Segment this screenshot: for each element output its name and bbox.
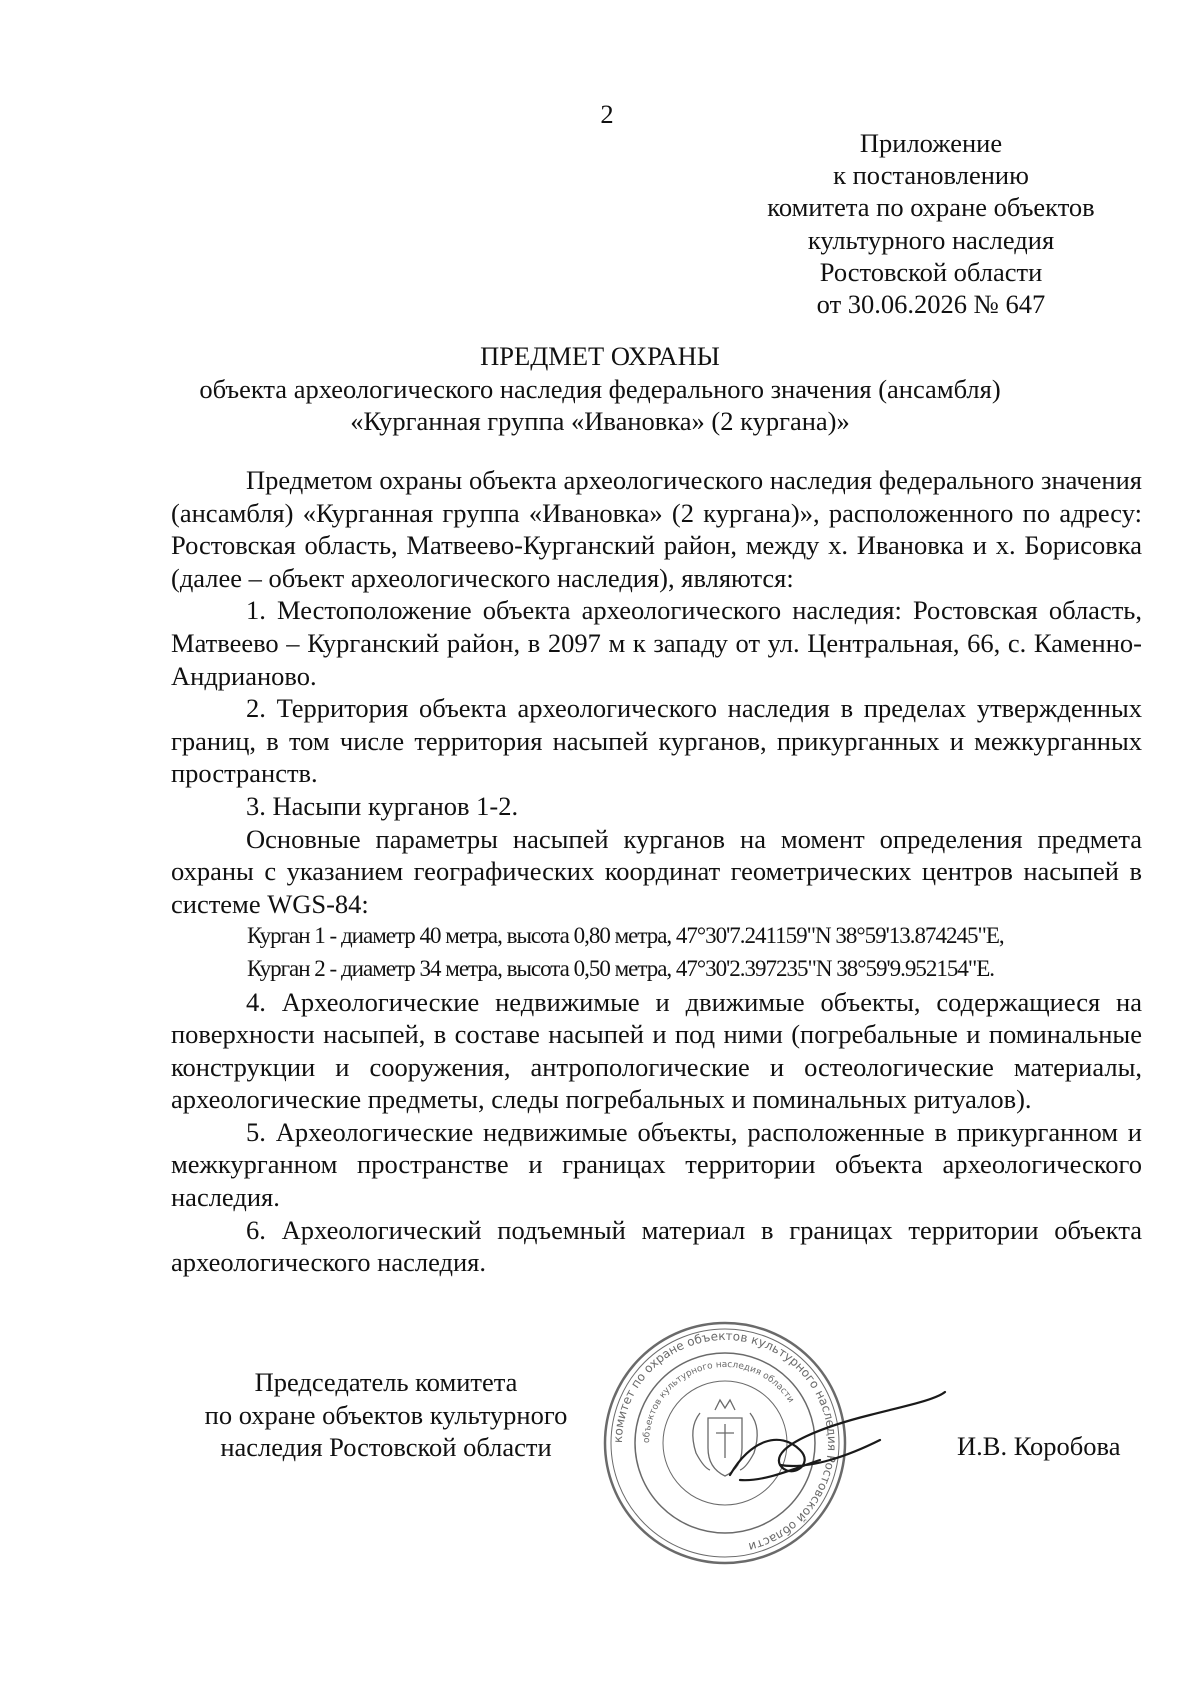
stamp-inner-text-path: объектов культурного наследия области <box>641 1359 796 1444</box>
signatory-title-line: наследия Ростовской области <box>220 1432 552 1462</box>
signature-stroke <box>730 1392 945 1480</box>
kurgan-2-line: Курган 2 - диаметр 34 метра, высота 0,50 метра, 47°30'2.397235"N 38°59'9.952154"E. <box>247 955 995 981</box>
item-4: 4. Археологические недвижимые и движимые объекты, содержащиеся на поверхности насыпей, в составе насыпей и под ними (погребальные и поминальные конструкции и сооружения, антропологические и остеологические материалы, археологические предметы, следы погребальных и поминальных ритуалов). <box>171 986 1142 1115</box>
params-paragraph: Основные параметры насыпей курганов на момент определения предмета охраны с указанием географических координат геометрических центров насыпей в системе WGS-84: <box>171 823 1142 919</box>
kurgan-1-line: Курган 1 - диаметр 40 метра, высота 0,80 метра, 47°30'7.241159"N 38°59'13.874245"E, <box>247 923 1004 949</box>
appendix-line: Приложение <box>859 128 1003 158</box>
appendix-header <box>744 127 1118 320</box>
item-1: 1. Местоположение объекта археологического наследия: Ростовская область, Матвеево – Курганский район, в 2097 м к западу от ул. Центральная, 66, с. Каменно-Андрианово. <box>171 595 1142 691</box>
title-line: «Курганная группа «Ивановка» (2 кургана)» <box>350 406 850 436</box>
title-line: объекта археологического наследия федерального значения (ансамбля) <box>199 373 1001 404</box>
appendix-line: от 30.06.2026 № 647 <box>816 289 1046 320</box>
item-6: 6. Археологический подъемный материал в границах территории объекта археологического наследия. <box>171 1214 1142 1278</box>
item-2: 2. Территория объекта археологического наследия в пределах утвержденных границ, в том числе территория насыпей курганов, прикурганных и межкурганных пространств. <box>171 693 1142 789</box>
appendix-line: Ростовской области <box>819 256 1043 287</box>
document-title <box>0 340 1200 438</box>
appendix-line: комитета по охране объектов <box>767 192 1095 223</box>
appendix-line: культурного наследия <box>807 224 1055 255</box>
signatory-title-line: Председатель комитета <box>254 1367 518 1397</box>
signatory-title <box>176 1366 596 1464</box>
handwritten-signature <box>720 1370 950 1510</box>
signatory-name: И.В. Коробова <box>957 1431 1121 1461</box>
item-5: 5. Археологические недвижимые объекты, расположенные в прикурганном и межкурганном пространстве и границах территории объекта археологического наследия. <box>171 1116 1142 1213</box>
document-body <box>171 464 1142 1279</box>
stamp-outer-text-path: комитет по охране объектов культурного наследия Ростовской области <box>610 1328 840 1555</box>
page-number: 2 <box>600 99 614 129</box>
signatory-title-line: по охране объектов культурного <box>204 1399 568 1430</box>
intro-paragraph: Предметом охраны объекта археологического наследия федерального значения (ансамбля) «Курганная группа «Ивановка» (2 кургана)», расположенного по адресу: Ростовская область, Матвеево-Курганский район, между х. Ивановка и х. Борисовка (далее – объект археологического наследия), являются: <box>171 465 1142 593</box>
item-3: 3. Насыпи курганов 1-2. <box>246 790 519 821</box>
appendix-line: к постановлению <box>833 160 1029 191</box>
title-heading: ПРЕДМЕТ ОХРАНЫ <box>480 341 720 371</box>
